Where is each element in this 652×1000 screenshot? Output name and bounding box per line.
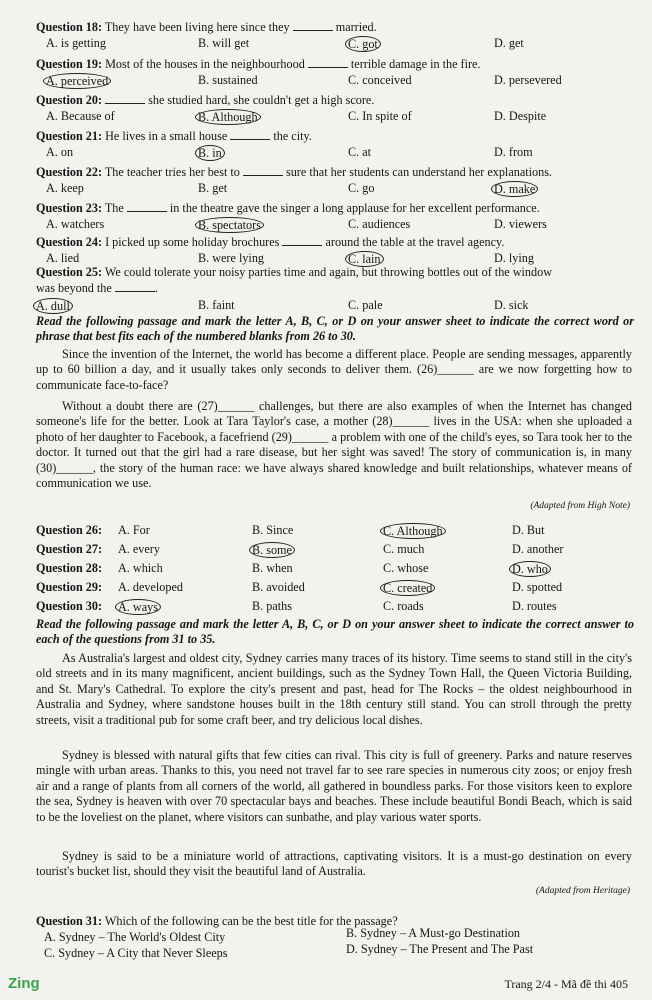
q27-option-c: C. much bbox=[383, 542, 425, 556]
q26-option-d: D. But bbox=[512, 523, 545, 537]
q18-option-d: D. get bbox=[494, 36, 524, 50]
answer-blank bbox=[115, 281, 155, 292]
passage1-paragraph-1: Since the invention of the Internet, the world has become a different place. People are sending messages, apparently up to 60 billion a day, and it usually takes only seconds to deliver them. (26)______ are we now forgetting how to communicate face-to-face? bbox=[36, 347, 632, 392]
q24-option-d: D. lying bbox=[494, 251, 534, 265]
answer-blank bbox=[308, 57, 348, 68]
q29-option-b: B. avoided bbox=[252, 580, 305, 594]
q25-option-c: C. pale bbox=[348, 298, 383, 312]
question-19-stem: Question 19: Most of the houses in the neighbourhood terrible damage in the fire. bbox=[36, 57, 481, 71]
q18-option-a: A. is getting bbox=[46, 36, 106, 50]
q27-option-a: A. every bbox=[118, 542, 160, 556]
q22-option-d: D. make bbox=[494, 181, 538, 197]
q28-option-c: C. whose bbox=[383, 561, 429, 575]
q25-option-b: B. faint bbox=[198, 298, 235, 312]
question-28-label: Question 28: bbox=[36, 561, 103, 575]
q30-option-b: B. paths bbox=[252, 599, 292, 613]
q19-option-d: D. persevered bbox=[494, 73, 562, 87]
answer-blank bbox=[282, 235, 322, 246]
q24-option-b: B. were lying bbox=[198, 251, 265, 265]
q23-option-a: A. watchers bbox=[46, 217, 105, 231]
question-29-label: Question 29: bbox=[36, 580, 103, 594]
instruction-26-30: Read the following passage and mark the letter A, B, C, or D on your answer sheet to indicate the correct word or phrase that best fits each of the numbered blanks from 26 to 30. bbox=[36, 314, 634, 343]
q21-option-d: D. from bbox=[494, 145, 533, 159]
q24-option-c: C. lain bbox=[348, 251, 384, 267]
q20-option-d: D. Despite bbox=[494, 109, 547, 123]
q26-option-c: C. Although bbox=[383, 523, 446, 539]
q31-option-c: C. Sydney – A City that Never Sleeps bbox=[44, 946, 228, 960]
q31-option-d: D. Sydney – The Present and The Past bbox=[346, 942, 534, 956]
q31-option-b: B. Sydney – A Must-go Destination bbox=[346, 926, 521, 940]
answer-blank bbox=[127, 201, 167, 212]
q30-option-c: C. roads bbox=[383, 599, 424, 613]
passage2-paragraph-1: As Australia's largest and oldest city, Sydney carries many traces of its history. Time seems to stand still in the city's old streets and in its many magnificent, ancient buildings, such as the Sydney Town Hall, the Queen Victoria Building, and St. Mary's Cathedral. To explore the city's present and past, head for The Rocks – the oldest neighbourhood in Australia and Sydney, where sandstone houses built in the 18th century still stand. You can stroll through the pretty streets, visit a traditional pub for some craft beer, and try delicious local dishes. bbox=[36, 651, 632, 727]
q22-option-b: B. get bbox=[198, 181, 228, 195]
q29-option-a: A. developed bbox=[118, 580, 183, 594]
q25-option-d: D. sick bbox=[494, 298, 529, 312]
passage1-paragraph-2: Without a doubt there are (27)______ challenges, but there are also examples of when the Internet has changed someone's life for the better. Look at Tara Taylor's case, a mother (28)______ lives in the USA: when she uploaded a photo of her daughter to Facebook, a facefriend (29)______ a problem with one of the child's eyes, so Tara took her to the doctor. It turned out that the girl had a rare disease, but her sight was saved! The story of communication is, in many (30)______, the story of the human race: we have always shared knowledge and built relationships, whatever means of communication we use. bbox=[36, 399, 632, 491]
question-22-stem: Question 22: The teacher tries her best to sure that her students can understand her explanations. bbox=[36, 165, 552, 179]
zing-logo: Zing bbox=[8, 975, 40, 992]
q30-option-a: A. ways bbox=[118, 599, 161, 615]
q28-option-d: D. who bbox=[512, 561, 551, 577]
question-25-line1: Question 25: We could tolerate your noisy parties time and again, but throwing bottles out of the window bbox=[36, 265, 553, 279]
q29-option-d: D. spotted bbox=[512, 580, 563, 594]
passage2-paragraph-2: Sydney is blessed with natural gifts that few cities can rival. This city is full of greenery. Parks and nature reserves mingle with urban areas. Thanks to this, you need not travel far to see rare species in numerous city zoos; or enjoy fresh air and a range of plants from all corners of the world, all gathered in boundless parks. For those visitors keen to explore the sea, Sydney is heaven with over 70 spectacular bays and beaches. These include beautiful Bondi Beach, which is said to be the loveliest on the planet, where visitors can sunbathe, and play various water sports. bbox=[36, 748, 632, 824]
q19-option-c: C. conceived bbox=[348, 73, 412, 87]
q20-option-a: A. Because of bbox=[46, 109, 115, 123]
question-26-label: Question 26: bbox=[36, 523, 103, 537]
q21-option-a: A. on bbox=[46, 145, 74, 159]
q18-option-b: B. will get bbox=[198, 36, 250, 50]
question-27-label: Question 27: bbox=[36, 542, 103, 556]
source-heritage: (Adapted from Heritage) bbox=[535, 886, 630, 896]
q27-option-d: D. another bbox=[512, 542, 564, 556]
source-high-note: (Adapted from High Note) bbox=[530, 501, 630, 511]
q20-option-c: C. In spite of bbox=[348, 109, 412, 123]
question-25-line2: was beyond the . bbox=[36, 281, 158, 295]
answer-blank bbox=[105, 93, 145, 104]
q18-option-c: C. got bbox=[348, 36, 381, 52]
q23-option-c: C. audiences bbox=[348, 217, 411, 231]
q19-option-b: B. sustained bbox=[198, 73, 258, 87]
question-31-stem: Question 31: Which of the following can be the best title for the passage? bbox=[36, 914, 398, 928]
q30-option-d: D. routes bbox=[512, 599, 557, 613]
question-18-stem: Question 18: They have been living here since they married. bbox=[36, 20, 377, 34]
q27-option-b: B. some bbox=[252, 542, 295, 558]
q23-option-b: B. spectators bbox=[198, 217, 264, 233]
q21-option-c: C. at bbox=[348, 145, 372, 159]
q24-option-a: A. lied bbox=[46, 251, 80, 265]
q26-option-a: A. For bbox=[118, 523, 150, 537]
instruction-31-35: Read the following passage and mark the letter A, B, C, or D on your answer sheet to indicate the correct answer to each of the questions from 31 to 35. bbox=[36, 617, 634, 646]
answer-blank bbox=[243, 165, 283, 176]
q25-option-a: A. dull bbox=[36, 298, 73, 314]
q19-option-a: A. perceived bbox=[46, 73, 111, 89]
question-30-label: Question 30: bbox=[36, 599, 103, 613]
question-24-stem: Question 24: I picked up some holiday brochures around the table at the travel agency. bbox=[36, 235, 505, 249]
q28-option-a: A. which bbox=[118, 561, 163, 575]
q26-option-b: B. Since bbox=[252, 523, 294, 537]
q20-option-b: B. Although bbox=[198, 109, 261, 125]
q29-option-c: C. created bbox=[383, 580, 435, 596]
q22-option-a: A. keep bbox=[46, 181, 84, 195]
question-20-stem: Question 20: she studied hard, she couldn't get a high score. bbox=[36, 93, 375, 107]
question-23-stem: Question 23: The in the theatre gave the singer a long applause for her excellent performance. bbox=[36, 201, 540, 215]
q28-option-b: B. when bbox=[252, 561, 293, 575]
q21-option-b: B. in bbox=[198, 145, 225, 161]
passage2-paragraph-3: Sydney is said to be a miniature world of attractions, captivating visitors. It is a must-go destination on every tourist's bucket list, should they visit the beautiful land of Australia. bbox=[36, 849, 632, 879]
answer-blank bbox=[293, 20, 333, 31]
q31-option-a: A. Sydney – The World's Oldest City bbox=[44, 930, 226, 944]
page-footer: Trang 2/4 - Mã đề thi 405 bbox=[504, 977, 628, 991]
question-21-stem: Question 21: He lives in a small house the city. bbox=[36, 129, 312, 143]
q22-option-c: C. go bbox=[348, 181, 375, 195]
answer-blank bbox=[230, 129, 270, 140]
q23-option-d: D. viewers bbox=[494, 217, 547, 231]
